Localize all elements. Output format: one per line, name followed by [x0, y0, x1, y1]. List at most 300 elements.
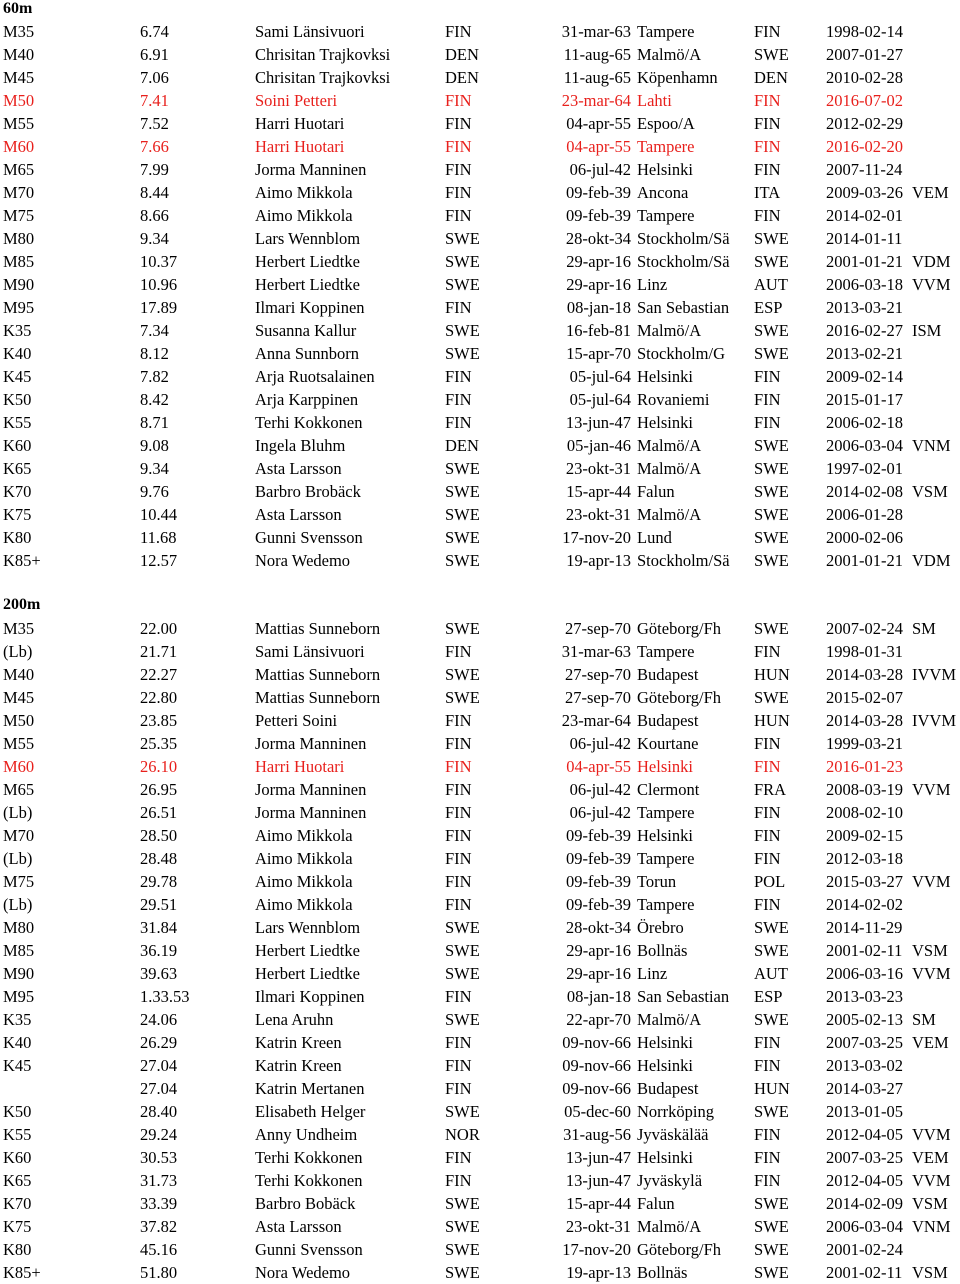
- record-date-cell: 2016-02-27: [826, 321, 903, 340]
- athlete-name-cell: Harri Huotari: [255, 757, 345, 776]
- athlete-name-cell: Nora Wedemo: [255, 1263, 351, 1282]
- venue-country-cell: FRA: [754, 780, 787, 799]
- athlete-name-cell: Herbert Liedtke: [255, 252, 360, 271]
- class-cell: M85: [3, 941, 35, 960]
- birthdate-cell: 05-jul-64: [569, 367, 631, 386]
- nationality-cell: SWE: [445, 551, 480, 570]
- result-cell: 7.41: [140, 91, 169, 110]
- class-cell: (Lb): [3, 642, 33, 661]
- record-row: [0, 296, 960, 319]
- nationality-cell: DEN: [445, 436, 479, 455]
- venue-country-cell: FIN: [754, 91, 781, 110]
- venue-country-cell: SWE: [754, 321, 789, 340]
- record-row: [0, 893, 960, 916]
- record-row: [0, 640, 960, 663]
- record-row: [0, 617, 960, 640]
- venue-cell: Bollnäs: [637, 1263, 688, 1282]
- venue-country-cell: SWE: [754, 688, 789, 707]
- athlete-name-cell: Asta Larsson: [255, 505, 342, 524]
- venue-cell: Bollnäs: [637, 941, 688, 960]
- venue-country-cell: SWE: [754, 1194, 789, 1213]
- nationality-cell: FIN: [445, 160, 472, 179]
- venue-cell: Tampere: [637, 206, 695, 225]
- venue-cell: Malmö/A: [637, 1217, 702, 1236]
- record-date-cell: 2006-03-18: [826, 275, 903, 294]
- result-cell: 22.27: [140, 665, 178, 684]
- record-date-cell: 1997-02-01: [826, 459, 903, 478]
- record-date-cell: 2001-02-11: [826, 1263, 903, 1282]
- venue-country-cell: HUN: [754, 711, 790, 730]
- class-cell: M95: [3, 298, 35, 317]
- venue-country-cell: FIN: [754, 114, 781, 133]
- venue-cell: Örebro: [637, 918, 684, 937]
- class-cell: M80: [3, 918, 35, 937]
- venue-cell: Falun: [637, 1194, 675, 1213]
- record-date-cell: 2001-02-24: [826, 1240, 903, 1259]
- birthdate-cell: 13-jun-47: [565, 1171, 631, 1190]
- birthdate-cell: 27-sep-70: [565, 688, 631, 707]
- venue-cell: Jyväskylä: [637, 1171, 703, 1190]
- result-cell: 7.34: [140, 321, 169, 340]
- athlete-name-cell: Mattias Sunneborn: [255, 619, 381, 638]
- venue-country-cell: SWE: [754, 551, 789, 570]
- birthdate-cell: 17-nov-20: [562, 1240, 631, 1259]
- birthdate-cell: 17-nov-20: [562, 528, 631, 547]
- record-row: [0, 1123, 960, 1146]
- record-date-cell: 2015-02-07: [826, 688, 903, 707]
- record-row: [0, 319, 960, 342]
- class-cell: K65: [3, 1171, 32, 1190]
- class-cell: K40: [3, 344, 32, 363]
- nationality-cell: FIN: [445, 1033, 472, 1052]
- record-row: [0, 434, 960, 457]
- result-cell: 22.80: [140, 688, 178, 707]
- venue-country-cell: FIN: [754, 757, 781, 776]
- record-date-cell: 2014-03-28: [826, 711, 903, 730]
- venue-country-cell: FIN: [754, 413, 781, 432]
- championship-note-cell: IVVM: [912, 665, 956, 684]
- class-cell: K80: [3, 1240, 32, 1259]
- venue-country-cell: DEN: [754, 68, 788, 87]
- nationality-cell: SWE: [445, 275, 480, 294]
- nationality-cell: FIN: [445, 1148, 472, 1167]
- birthdate-cell: 29-apr-16: [566, 252, 631, 271]
- birthdate-cell: 16-feb-81: [565, 321, 631, 340]
- venue-country-cell: FIN: [754, 206, 781, 225]
- class-cell: K70: [3, 482, 32, 501]
- record-date-cell: 2006-01-28: [826, 505, 903, 524]
- result-cell: 8.44: [140, 183, 169, 202]
- record-date-cell: 2013-03-23: [826, 987, 903, 1006]
- athlete-name-cell: Terhi Kokkonen: [255, 413, 363, 432]
- result-cell: 33.39: [140, 1194, 178, 1213]
- record-row: [0, 112, 960, 135]
- venue-country-cell: SWE: [754, 1102, 789, 1121]
- class-cell: M40: [3, 665, 35, 684]
- result-cell: 27.04: [140, 1056, 178, 1075]
- birthdate-cell: 05-dec-60: [564, 1102, 631, 1121]
- birthdate-cell: 06-jul-42: [569, 734, 631, 753]
- birthdate-cell: 05-jul-64: [569, 390, 631, 409]
- venue-country-cell: SWE: [754, 1263, 789, 1282]
- venue-cell: Stockholm/G: [637, 344, 726, 363]
- nationality-cell: FIN: [445, 711, 472, 730]
- class-cell: K85+: [3, 1263, 41, 1282]
- result-cell: 39.63: [140, 964, 178, 983]
- record-date-cell: 2007-03-25: [826, 1148, 903, 1167]
- class-cell: K45: [3, 367, 32, 386]
- nationality-cell: FIN: [445, 757, 472, 776]
- record-row: [0, 204, 960, 227]
- athlete-name-cell: Sami Länsivuori: [255, 642, 365, 661]
- result-cell: 25.35: [140, 734, 178, 753]
- venue-cell: Helsinki: [637, 413, 693, 432]
- nationality-cell: SWE: [445, 1102, 480, 1121]
- record-date-cell: 2007-11-24: [826, 160, 903, 179]
- result-cell: 10.37: [140, 252, 178, 271]
- venue-cell: Helsinki: [637, 160, 693, 179]
- record-date-cell: 2012-04-05: [826, 1125, 903, 1144]
- nationality-cell: FIN: [445, 298, 472, 317]
- venue-country-cell: FIN: [754, 1125, 781, 1144]
- birthdate-cell: 31-mar-63: [561, 642, 631, 661]
- result-cell: 11.68: [140, 528, 177, 547]
- venue-country-cell: POL: [754, 872, 786, 891]
- result-cell: 37.82: [140, 1217, 178, 1236]
- championship-note-cell: VVM: [912, 275, 951, 294]
- birthdate-cell: 23-mar-64: [561, 91, 631, 110]
- venue-cell: Budapest: [637, 1079, 699, 1098]
- venue-country-cell: HUN: [754, 1079, 790, 1098]
- result-cell: 7.99: [140, 160, 169, 179]
- record-row: [0, 227, 960, 250]
- record-date-cell: 2012-03-18: [826, 849, 903, 868]
- athlete-name-cell: Herbert Liedtke: [255, 275, 360, 294]
- nationality-cell: FIN: [445, 642, 472, 661]
- record-row: [0, 801, 960, 824]
- record-date-cell: 2014-02-01: [826, 206, 903, 225]
- nationality-cell: DEN: [445, 68, 479, 87]
- record-date-cell: 1998-01-31: [826, 642, 903, 661]
- result-cell: 26.95: [140, 780, 178, 799]
- nationality-cell: FIN: [445, 367, 472, 386]
- record-row: [0, 732, 960, 755]
- class-cell: M35: [3, 619, 35, 638]
- birthdate-cell: 29-apr-16: [566, 941, 631, 960]
- venue-cell: Norrköping: [637, 1102, 714, 1121]
- result-cell: 30.53: [140, 1148, 178, 1167]
- venue-country-cell: SWE: [754, 505, 789, 524]
- venue-cell: Malmö/A: [637, 321, 702, 340]
- record-row: [0, 663, 960, 686]
- record-date-cell: 2015-03-27: [826, 872, 903, 891]
- athlete-name-cell: Jorma Manninen: [255, 803, 367, 822]
- record-date-cell: 2014-03-27: [826, 1079, 903, 1098]
- birthdate-cell: 13-jun-47: [565, 1148, 631, 1167]
- athlete-name-cell: Lena Aruhn: [255, 1010, 334, 1029]
- record-row: [0, 89, 960, 112]
- nationality-cell: SWE: [445, 229, 480, 248]
- birthdate-cell: 27-sep-70: [565, 665, 631, 684]
- birthdate-cell: 09-feb-39: [565, 206, 631, 225]
- class-cell: (Lb): [3, 803, 33, 822]
- record-date-cell: 2010-02-28: [826, 68, 903, 87]
- record-row: [0, 20, 960, 43]
- record-row: [0, 939, 960, 962]
- record-date-cell: 2001-01-21: [826, 551, 903, 570]
- class-cell: K55: [3, 413, 32, 432]
- athlete-name-cell: Ilmari Koppinen: [255, 987, 365, 1006]
- athlete-name-cell: Arja Ruotsalainen: [255, 367, 375, 386]
- record-row: [0, 43, 960, 66]
- championship-note-cell: VDM: [912, 551, 951, 570]
- venue-country-cell: FIN: [754, 826, 781, 845]
- nationality-cell: SWE: [445, 1240, 480, 1259]
- record-row: [0, 1008, 960, 1031]
- result-cell: 8.42: [140, 390, 169, 409]
- birthdate-cell: 09-feb-39: [565, 849, 631, 868]
- record-row: [0, 1054, 960, 1077]
- nationality-cell: FIN: [445, 780, 472, 799]
- athlete-name-cell: Jorma Manninen: [255, 780, 367, 799]
- class-cell: M55: [3, 114, 35, 133]
- venue-country-cell: SWE: [754, 619, 789, 638]
- nationality-cell: SWE: [445, 1010, 480, 1029]
- nationality-cell: SWE: [445, 344, 480, 363]
- venue-cell: Rovaniemi: [637, 390, 710, 409]
- nationality-cell: NOR: [445, 1125, 480, 1144]
- venue-cell: Helsinki: [637, 826, 693, 845]
- class-cell: M85: [3, 252, 35, 271]
- athlete-name-cell: Aimo Mikkola: [255, 826, 353, 845]
- record-row: [0, 526, 960, 549]
- result-cell: 10.44: [140, 505, 178, 524]
- record-row: [0, 181, 960, 204]
- birthdate-cell: 19-apr-13: [566, 551, 631, 570]
- venue-cell: Kourtane: [637, 734, 699, 753]
- record-row: [0, 1146, 960, 1169]
- venue-cell: Tampere: [637, 642, 695, 661]
- nationality-cell: FIN: [445, 206, 472, 225]
- record-date-cell: 2014-01-11: [826, 229, 903, 248]
- record-row: [0, 1261, 960, 1284]
- record-row: [0, 342, 960, 365]
- record-row: [0, 250, 960, 273]
- championship-note-cell: IVVM: [912, 711, 956, 730]
- championship-note-cell: VSM: [912, 482, 948, 501]
- athlete-name-cell: Mattias Sunneborn: [255, 665, 381, 684]
- venue-country-cell: SWE: [754, 45, 789, 64]
- result-cell: 27.04: [140, 1079, 178, 1098]
- venue-country-cell: FIN: [754, 137, 781, 156]
- class-cell: M35: [3, 22, 35, 41]
- championship-note-cell: VVM: [912, 780, 951, 799]
- championship-note-cell: ISM: [912, 321, 942, 340]
- championship-note-cell: VDM: [912, 252, 951, 271]
- record-row: [0, 962, 960, 985]
- venue-country-cell: ESP: [754, 298, 783, 317]
- venue-cell: Malmö/A: [637, 459, 702, 478]
- venue-country-cell: SWE: [754, 252, 789, 271]
- nationality-cell: FIN: [445, 91, 472, 110]
- venue-country-cell: AUT: [754, 964, 788, 983]
- record-date-cell: 2014-11-29: [826, 918, 903, 937]
- venue-country-cell: SWE: [754, 1217, 789, 1236]
- record-row: [0, 135, 960, 158]
- result-cell: 23.85: [140, 711, 178, 730]
- class-cell: (Lb): [3, 849, 33, 868]
- venue-cell: Falun: [637, 482, 675, 501]
- athlete-name-cell: Gunni Svensson: [255, 1240, 363, 1259]
- venue-country-cell: SWE: [754, 482, 789, 501]
- nationality-cell: SWE: [445, 252, 480, 271]
- venue-country-cell: FIN: [754, 1033, 781, 1052]
- venue-cell: Tampere: [637, 849, 695, 868]
- athlete-name-cell: Katrin Kreen: [255, 1033, 342, 1052]
- venue-country-cell: SWE: [754, 528, 789, 547]
- venue-cell: Tampere: [637, 803, 695, 822]
- record-date-cell: 2006-03-04: [826, 436, 903, 455]
- birthdate-cell: 23-okt-31: [565, 459, 631, 478]
- athlete-name-cell: Gunni Svensson: [255, 528, 363, 547]
- record-row: [0, 847, 960, 870]
- result-cell: 26.51: [140, 803, 178, 822]
- result-cell: 26.10: [140, 757, 178, 776]
- class-cell: M90: [3, 964, 35, 983]
- record-row: [0, 1169, 960, 1192]
- record-date-cell: 2006-02-18: [826, 413, 903, 432]
- venue-country-cell: FIN: [754, 1148, 781, 1167]
- record-date-cell: 2006-03-04: [826, 1217, 903, 1236]
- class-cell: M65: [3, 780, 35, 799]
- championship-note-cell: VNM: [912, 436, 951, 455]
- nationality-cell: SWE: [445, 665, 480, 684]
- championship-note-cell: VVM: [912, 964, 951, 983]
- nationality-cell: FIN: [445, 1171, 472, 1190]
- championship-note-cell: VEM: [912, 1033, 949, 1052]
- nationality-cell: FIN: [445, 413, 472, 432]
- class-cell: K60: [3, 1148, 32, 1167]
- birthdate-cell: 06-jul-42: [569, 780, 631, 799]
- nationality-cell: SWE: [445, 964, 480, 983]
- birthdate-cell: 09-feb-39: [565, 895, 631, 914]
- result-cell: 6.91: [140, 45, 169, 64]
- class-cell: K65: [3, 459, 32, 478]
- venue-cell: Helsinki: [637, 1056, 693, 1075]
- result-cell: 51.80: [140, 1263, 178, 1282]
- class-cell: M75: [3, 872, 35, 891]
- venue-cell: Helsinki: [637, 1148, 693, 1167]
- result-cell: 7.82: [140, 367, 169, 386]
- nationality-cell: SWE: [445, 1217, 480, 1236]
- class-cell: M65: [3, 160, 35, 179]
- championship-note-cell: VSM: [912, 1263, 948, 1282]
- birthdate-cell: 09-nov-66: [562, 1033, 631, 1052]
- venue-country-cell: FIN: [754, 895, 781, 914]
- birthdate-cell: 28-okt-34: [565, 229, 631, 248]
- result-cell: 9.34: [140, 229, 169, 248]
- result-cell: 28.50: [140, 826, 178, 845]
- record-row: [0, 480, 960, 503]
- result-cell: 29.51: [140, 895, 178, 914]
- record-date-cell: 2009-02-14: [826, 367, 903, 386]
- record-row: [0, 158, 960, 181]
- birthdate-cell: 11-aug-65: [563, 68, 631, 87]
- result-cell: 7.06: [140, 68, 169, 87]
- record-row: [0, 870, 960, 893]
- venue-country-cell: FIN: [754, 734, 781, 753]
- record-date-cell: 2012-04-05: [826, 1171, 903, 1190]
- class-cell: M70: [3, 183, 35, 202]
- venue-cell: Ancona: [637, 183, 689, 202]
- record-row: [0, 1100, 960, 1123]
- result-cell: 1.33.53: [140, 987, 190, 1006]
- birthdate-cell: 09-feb-39: [565, 872, 631, 891]
- venue-cell: Stockholm/Sä: [637, 229, 730, 248]
- athlete-name-cell: Anna Sunnborn: [255, 344, 360, 363]
- record-row: [0, 1192, 960, 1215]
- athlete-name-cell: Anny Undheim: [255, 1125, 358, 1144]
- birthdate-cell: 04-apr-55: [566, 114, 631, 133]
- result-cell: 7.66: [140, 137, 169, 156]
- nationality-cell: FIN: [445, 734, 472, 753]
- venue-cell: Malmö/A: [637, 436, 702, 455]
- venue-country-cell: FIN: [754, 390, 781, 409]
- nationality-cell: SWE: [445, 459, 480, 478]
- record-date-cell: 2000-02-06: [826, 528, 903, 547]
- record-row: [0, 365, 960, 388]
- class-cell: M75: [3, 206, 35, 225]
- athlete-name-cell: Sami Länsivuori: [255, 22, 365, 41]
- birthdate-cell: 09-feb-39: [565, 826, 631, 845]
- class-cell: K60: [3, 436, 32, 455]
- class-cell: K70: [3, 1194, 32, 1213]
- record-row: [0, 549, 960, 572]
- venue-cell: Budapest: [637, 711, 699, 730]
- venue-cell: Torun: [637, 872, 677, 891]
- athlete-name-cell: Petteri Soini: [255, 711, 338, 730]
- record-date-cell: 2001-02-11: [826, 941, 903, 960]
- result-cell: 8.71: [140, 413, 169, 432]
- class-cell: (Lb): [3, 895, 33, 914]
- record-row: [0, 273, 960, 296]
- birthdate-cell: 19-apr-13: [566, 1263, 631, 1282]
- nationality-cell: SWE: [445, 482, 480, 501]
- athlete-name-cell: Ingela Bluhm: [255, 436, 346, 455]
- nationality-cell: FIN: [445, 114, 472, 133]
- record-date-cell: 2016-01-23: [826, 757, 903, 776]
- nationality-cell: FIN: [445, 1056, 472, 1075]
- result-cell: 45.16: [140, 1240, 178, 1259]
- birthdate-cell: 29-apr-16: [566, 275, 631, 294]
- class-cell: K75: [3, 505, 32, 524]
- venue-cell: Jyväskälää: [637, 1125, 709, 1144]
- nationality-cell: SWE: [445, 688, 480, 707]
- record-date-cell: 2014-02-02: [826, 895, 903, 914]
- birthdate-cell: 08-jan-18: [566, 987, 631, 1006]
- class-cell: M95: [3, 987, 35, 1006]
- record-date-cell: 2009-02-15: [826, 826, 903, 845]
- nationality-cell: FIN: [445, 183, 472, 202]
- record-date-cell: 2013-03-21: [826, 298, 903, 317]
- venue-country-cell: SWE: [754, 344, 789, 363]
- class-cell: M50: [3, 91, 35, 110]
- birthdate-cell: 15-apr-44: [566, 1194, 631, 1213]
- athlete-name-cell: Arja Karppinen: [255, 390, 359, 409]
- venue-cell: Stockholm/Sä: [637, 551, 730, 570]
- record-row: [0, 985, 960, 1008]
- athlete-name-cell: Herbert Liedtke: [255, 941, 360, 960]
